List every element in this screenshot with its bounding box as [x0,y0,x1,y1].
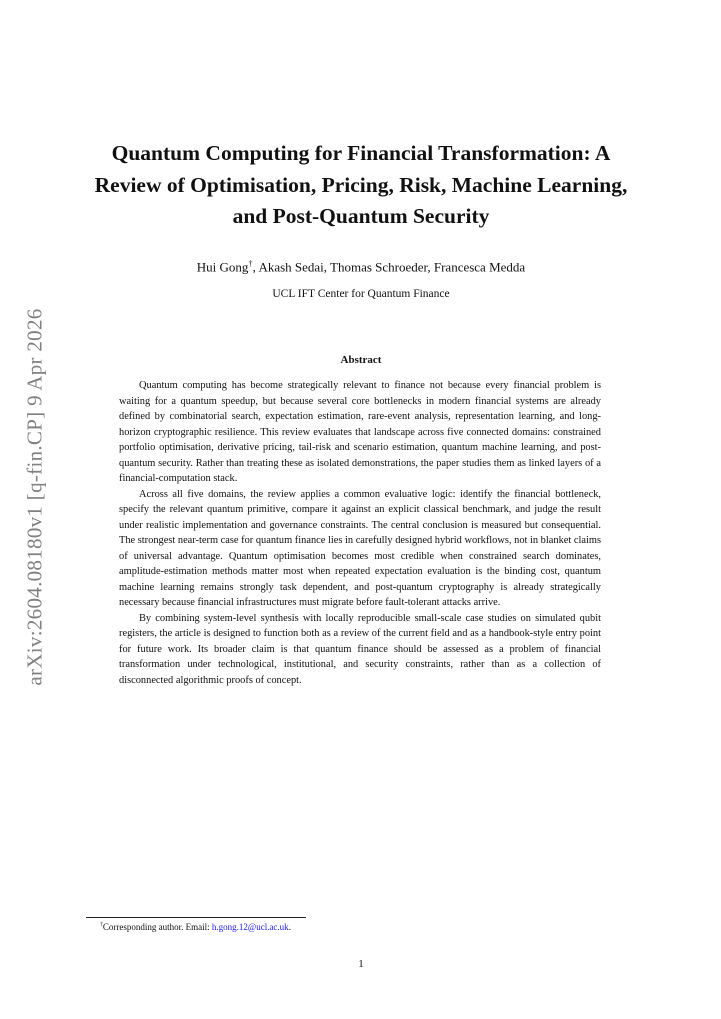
abstract-paragraph-1: Quantum computing has become strategically relevant to finance not because every financial problem is waiting for a quantum speedup, but because several core bottlenecks in modern financial systems are already defined by combinatorial search, expectation estimation, rare-event analysis, representation learning, and long-horizon cryptographic resilience. This review evaluates that landscape across five connected domains: constrained portfolio optimisation, derivative pricing, tail-risk and scenario estimation, quantum machine learning, and post-quantum security. Rather than treating these as isolated demonstrations, the paper studies them as linked layers of a financial-computation stack. [119,380,601,484]
author-list [86,258,636,275]
page-number: 1 [358,958,364,970]
affiliation: UCL IFT Center for Quantum Finance [272,288,450,300]
corresponding-mark: † [248,258,253,268]
footnote-rule [86,917,306,918]
email-link[interactable]: h.gong.12@ucl.ac.uk [211,922,289,932]
footnote-end: . [288,922,291,932]
author-first: Hui Gong [196,259,249,275]
paper-title: Quantum Computing for Financial Transformation: A Review of Optimisation, Pricing, Risk, Machine Learning, and Post-Quantum Security [94,141,628,228]
abstract-paragraph-2: Across all five domains, the review applies a common evaluative logic: identify the financial bottleneck, specify the relevant quantum primitive, compare it against an explicit classical benchmark, and judge the result under realistic implementation and governance constraints. The central conclusion is measured but consequential. The strongest near-term case for quantum finance lies in carefully designed hybrid workflows, not in blanket claims of universal advantage. Quantum optimisation becomes most credible when constrained search dominates, amplitude-estimation methods matter most when repeated expectation evaluation is the binding cost, quantum machine learning remains strongly task dependent, and post-quantum cryptography is already strategically necessary because financial infrastructures must migrate before fault-tolerant attacks arrive. [119,488,601,608]
arxiv-sidebar-stamp [20,292,50,702]
arxiv-identifier: arXiv:2604.08180v1 [q-fin.CP] 9 Apr 2026 [22,308,47,686]
abstract-heading: Abstract [340,354,382,366]
abstract-body [119,378,601,688]
footnote-mark: † [100,922,103,928]
footnote-text: Corresponding author. Email: [102,922,212,932]
author-rest: , Akash Sedai, Thomas Schroeder, Francesca Medda [252,259,526,275]
footnote [100,922,620,932]
abstract-paragraph-3: By combining system-level synthesis with locally reproducible small-scale case studies on simulated qubit registers, the article is designed to function both as a review of the current field and as a handbook-style entry point for future work. Its broader claim is that quantum finance should be assessed as a problem of financial transformation under technological, institutional, and security constraints, rather than as a collection of disconnected algorithmic proofs of concept. [119,612,601,686]
